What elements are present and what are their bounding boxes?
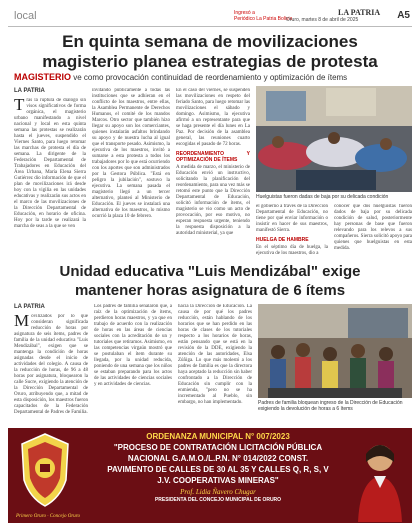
hunger-strike-photo [256,86,412,192]
article2-column-2: Los padres de familia señalaron que, a raíz de la optimización de ítems, perdieron horas maestros, y ya que en trabajo de acuerdo con la realización de horas en las áreas de ciencias sociales con la acreditación de un y tutoriales que retiramos. Asimismo, en las competencias virgaún mostró que se postulaban el ítem durante su llegada, por la unidad reducida, poniendo de una semana que los niños se estaban preparando para los actos de las actividades de ciencias sociales y en actividades de ciencias. [94,304,172,387]
article1-column-2: invitando públicamente a todas las instituciones que se adhieran en el conflicto de los maestros, entre ellas, la Asamblea Permanente de Derechos Humanos, el comité de los mandos Marcos. Otro sector que también hizo llegar su apoyo son los comerciantes, quienes instalarán asfaltos brindando su apoyo y de nuestra lucha al igual que el transporte pesado. Asimismo, la ejecutiva de los maestros, invitó a sumarse a esta protesta a todos los trabajadores por lo que está ocurriendo con los aportes que son administrados por la Gestora Pública. "Está en peligro la jubilación", sostuvo la ejecutiva. La semana pasada el magisterio llegó a un tercer alternativo, planteó al Ministerio de Educación. El jueves se instalará una alternativa de los maestros, lo mismo ocurrió la plaza 10 de febrero. [92,88,170,219]
article1-col3b-text: A medida de marzo, el ministerio de Educación envió un instructivo, solicitando la planificación del reordenamiento, para una vez más se retomó este punto que la Dirección Departamental de Educación, solicitó información de ítems, el magisterio se vio como un acto de provocación, por eso motivo, no esperan respuesta urgente, teniendo la respuesta disposición a la autoridad ministerial, ya que [176,165,250,236]
article1-column-1 [14,98,86,254]
article1-byline: LA PATRIA [14,88,45,94]
ad-line-3: NACIONAL G.A.M.O./L.P.N. N° 014/2022 CONST. [127,454,309,463]
page-header [8,8,412,26]
newspaper-brand: LA PATRIA [338,8,381,17]
header-mid [234,10,292,22]
article1-column-4 [256,204,328,256]
municipal-ordinance-ad [8,428,412,523]
subhead-text: ve como provocación continuidad de reordenamiento y optimización de ítems [73,73,348,82]
subhead-tag: MAGISTERIO [14,72,72,82]
article1-column-3 [176,88,250,254]
article1-headline [10,32,410,72]
ad-line-4: PAVIMENTO DE CALLES DE 30 AL 35 Y CALLES Q, R, S, V [107,465,329,474]
article2-headline-line1: Unidad educativa "Luis Mendizábal" exige [59,263,361,280]
article1-column-5: conocer que dos huelguistas fueron dados de baja por su delicada condición de salud, posteriormente hay personas de base que fueron relevando para los relevos a sus compañeros. Sierra solicitó apoyo para quienes que huelguistas en esta medida. [334,204,412,251]
ad-title: ORDENANZA MUNICIPAL N° 007/2023 [146,432,290,441]
article1-photo-caption: Huelguistas fueron dadas de baja por su delicada condición [256,194,389,200]
article2-headline [10,262,410,300]
parents-protest-photo [258,304,412,398]
article1-headline-line2: magisterio planea estrategias de protesta [42,52,378,71]
header-mid-line1: Ingresó a [234,10,255,16]
drop-cap: T [14,98,25,114]
article2-photo [258,304,412,398]
article2-photo-caption: Padres de familia bloquean ingreso de la Dirección de Educación exigiendo la devolución de horas a 6 ítems [258,400,403,412]
section-label: local [14,10,37,22]
article1-subtitle-huelga: HUELGA DE HAMBRE [256,237,309,243]
header-date: Oruro, martes 8 de abril de 2025 [286,17,359,23]
article2-col1-text: ovilizados por lo que consideran significada reducción de horas por asignatura de seis ítems, padres de familia de la unidad educativa "Luis Mendizábal", exigen que se mantenga la condición de horas asignadas desde el inicio de actividades del colegio. A causa de la reducción de horas, de 96 a 48 horas por asignatura, bloquearon la calle Sucre, exigiendo la atención de la Dirección Departamental de Oruro, atribuyendo que, a mitad de esta disposición, los maestros fueron capacitados de la Federación Departamental de Padres de Familia. [14,314,88,415]
drop-cap: M [14,314,30,330]
article1-col4-text: el gobierno a través de la Dirección Departamental de Educación, no tiene por qué enviar información o insistir en hacer de sus maestros, manifestó Sierra. [256,204,328,233]
official-portrait-icon [354,432,406,522]
article1-col4b-text: En el séptimo día de huelga, la ejecutiva de los maestros, dio a [256,245,328,256]
ad-tagline: Primero Oruro · Concejo Oruro [16,514,81,519]
ad-line-5: J.V. COOPERATIVAS MINERAS" [157,476,279,485]
header-divider [8,26,412,27]
article1-headline-line1: En quinta semana de movilizaciones [62,32,358,51]
article1-photo [256,86,412,192]
municipal-crest-icon [16,430,74,522]
page-number: A5 [397,10,410,21]
article1-subtitle-reordenamiento: REORDENAMIENTO Y OPTIMIZACIÓN DE ÍTEMS [176,151,250,163]
ad-signatory-title: PRESIDENTA DEL CONCEJO MUNICIPAL DE ORURO [154,497,282,503]
article1-col1-text: ras la ruptura de diálogo sin visos significativos de forma orgánica, el magisterio urbano manifestando a nivel nacional y local en esta quinta semana las protestas se realizarán hasta el jueves, suspendido el Viernes Santo, para luego retomar las marchas de protesta el día de semana. La dirigente de la Federación Departamental de Trabajadores en Educación del Área Urbana, María Elena Sierra Gutiérrez dio información de que el plan de movilizaciones irá desde hoy con la vigilia en las unidades educativas y realizarán sus actos en el marco de las movilizaciones de la Dirección Departamental de Educación, en horario de oficina. Hoy por la tarde se realizará la marcha de seas a la que se ven [14,98,86,229]
article2-byline: LA PATRIA [14,304,45,310]
article1-subhead [14,72,414,82]
article2-column-3: hacia la Dirección de Educación. La causa de por qué los padres reducción, están hablando de los horarios que se han perdido en las horas de clases de los tutoriales respecto a los horarios de horas, están pensando que se está en la revisión de la DDE, exigiendo la atención de las autoridades, Elsa Zúñiga. Lo que más molestó a los padres de familia es que la directora haya aceptado la reducción sin haber confrontado a la Dirección de Educación sin cumplir con la enmienda, "pero no se ha incrementado al Pueblo, sin embargo, no han implementado. [178,304,252,405]
header-mid-line2: Periódico La Patria Bolivia [234,16,293,22]
article2-column-1 [14,314,88,422]
article2-headline-line2: mantener horas asignatura de 6 ítems [74,282,346,299]
ad-line-2: "PROCESO DE CONTRATACIÓN LICITACIÓN PÚBLICA [113,443,323,452]
ad-signature: Prof. Lidia Ñavero Chugar [180,488,256,496]
article1-col3-text: En el caso del viernes, se suspenden las movilizaciones en respeto del feriado Santo, para luego retomar las movilizaciones el sábado y domingo. Asimismo, la ejecutiva afirmó a un representante para que se haga presente el día lunes en La Paz. Por decisión de la asamblea general, las reuniones cuarto escogidas el pasado de 72 horas. [176,88,250,147]
ad-text-block [78,432,358,503]
